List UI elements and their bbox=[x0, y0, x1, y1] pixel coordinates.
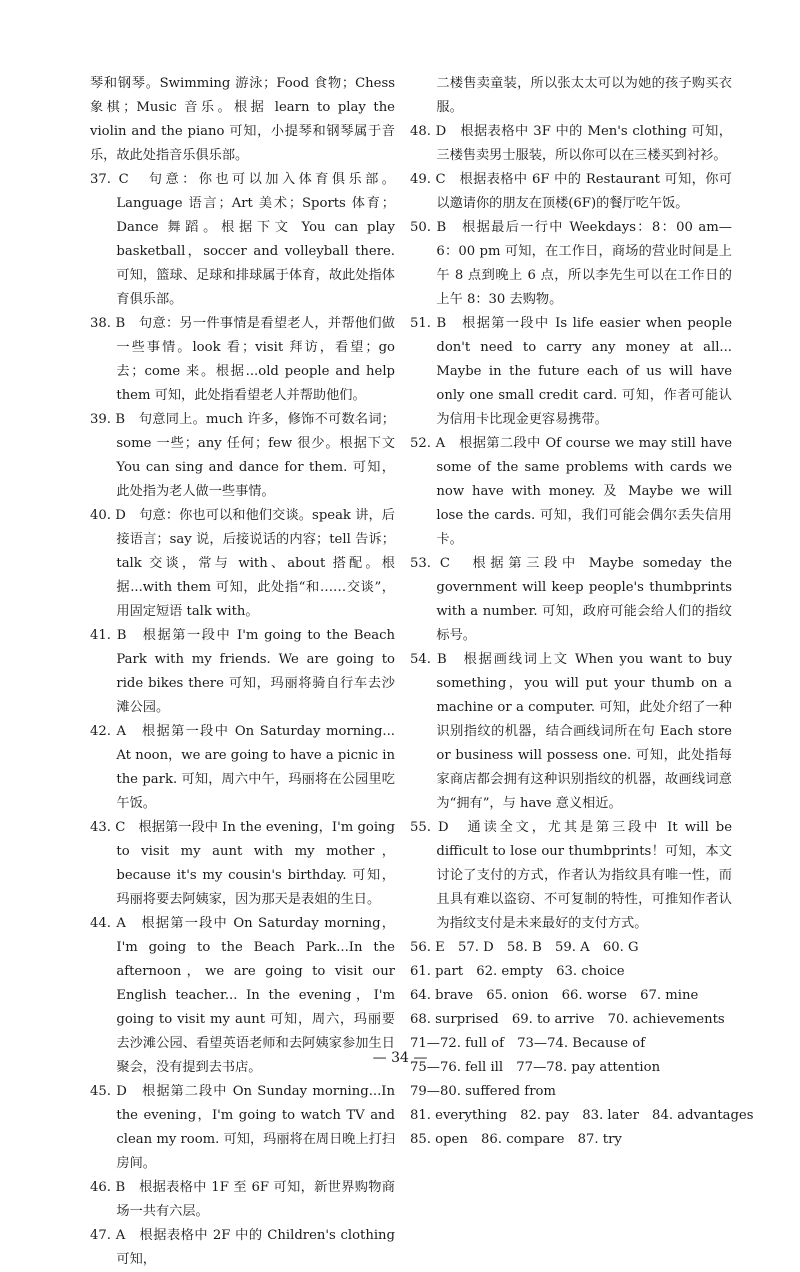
answer-item-46: 46. B 根据表格中 1F 至 6F 可知，新世界购物商场一共有六层。 bbox=[90, 1180, 395, 1219]
answer-item-47: 47. A 根据表格中 2F 中的 Children's clothing 可知， bbox=[90, 1228, 395, 1267]
answer-item-50: 50. B 根据最后一行中 Weekdays：8：00 am—6：00 pm 可知，在工作日，商场的营业时间是上午 8 点到晚上 6 点，所以李先生可以在工作日的上午 8：30 去购物。 bbox=[410, 220, 732, 307]
left-continuation-text: 琴和钢琴。Swimming 游泳；Food 食物；Chess 象棋；Music 音乐。根据 learn to play the violin and the piano 可知，小提琴和钢琴属于音乐，故此处指音乐俱乐部。 bbox=[90, 76, 395, 163]
answer-item-40: 40. D 句意：你也可以和他们交谈。speak 讲，后接语言；say 说，后接说话的内容；tell 告诉；talk 交谈，常与 with、about 搭配。根据...with them 可知，此处指“和……交谈”，用固定短语 talk with。 bbox=[90, 508, 395, 619]
answer-row-68-70: 68. surprised 69. to arrive 70. achievements bbox=[410, 1012, 725, 1027]
answer-item-49: 49. C 根据表格中 6F 中的 Restaurant 可知，你可以邀请你的朋友在顶楼(6F)的餐厅吃午饭。 bbox=[410, 172, 732, 211]
answer-item-53: 53. C 根据第三段中 Maybe someday the government will keep people's thumbprints with a number. 可知，政府可能会给人们的指纹标号。 bbox=[410, 556, 732, 643]
answer-item-38: 38. B 句意：另一件事情是看望老人，并帮他们做一些事情。look 看；visit 拜访，看望；go 去；come 来。根据...old people and help them 可知，此处指看望老人并帮助他们。 bbox=[90, 316, 395, 403]
answer-item-44: 44. A 根据第一段中 On Saturday morning，I'm going to the Beach Park...In the afternoon，we are going to visit our English teacher... In the evening，I'm going to visit my aunt 可知，周六，玛丽要去沙滩公园、看望英语老师和去阿姨家参加生日聚会，没有提到去书店。 bbox=[90, 916, 395, 1075]
answer-item-48: 48. D 根据表格中 3F 中的 Men's clothing 可知，三楼售卖男士服装，所以你可以在三楼买到衬衫。 bbox=[410, 124, 732, 163]
answer-row-61-63: 61. part 62. empty 63. choice bbox=[410, 964, 625, 979]
answer-item-42: 42. A 根据第一段中 On Saturday morning... At noon，we are going to have a picnic in the park. 可知，周六中午，玛丽将在公园里吃午饭。 bbox=[90, 724, 395, 811]
answer-item-41: 41. B 根据第一段中 I'm going to the Beach Park with my friends. We are going to ride bikes there 可知，玛丽将骑自行车去沙滩公园。 bbox=[90, 628, 395, 715]
right-continuation-text: 二楼售卖童装，所以张太太可以为她的孩子购买衣服。 bbox=[436, 76, 732, 115]
answer-item-43: 43. C 根据第一段中 In the evening，I'm going to visit my aunt with my mother，because it's my cousin's birthday. 可知，玛丽将要去阿姨家，因为那天是表姐的生日。 bbox=[90, 820, 395, 907]
answer-item-52: 52. A 根据第二段中 Of course we may still have some of the same problems with cards we now have with money. 及 Maybe we will lose the cards. 可知，我们可能会偶尔丢失信用卡。 bbox=[410, 436, 732, 547]
page-number: — 34 — bbox=[372, 1050, 428, 1066]
right-column bbox=[410, 72, 754, 1152]
answer-item-37: 37. C 句意：你也可以加入体育俱乐部。Language 语言；Art 美术；Sports 体育；Dance 舞蹈。根据下文 You can play basketball，soccer and volleyball there. 可知，篮球、足球和排球属于体育，故此处指体育俱乐部。 bbox=[90, 172, 395, 307]
answer-row-79-80: 79—80. suffered from bbox=[410, 1084, 556, 1099]
answer-row-56-60: 56. E 57. D 58. B 59. A 60. G bbox=[410, 940, 639, 955]
answer-item-55: 55. D 通读全文，尤其是第三段中 It will be difficult to lose our thumbprints！可知，本文讨论了支付的方式，作者认为指纹具有唯一性，而且具有难以盗窃、不可复制的特性，可推知作者认为指纹支付是未来最好的支付方式。 bbox=[410, 820, 732, 931]
answer-row-71-74: 71—72. full of 73—74. Because of bbox=[410, 1036, 646, 1051]
answer-row-85-87: 85. open 86. compare 87. try bbox=[410, 1132, 622, 1147]
answer-item-45: 45. D 根据第二段中 On Sunday morning...In the evening，I'm going to watch TV and clean my room. 可知，玛丽将在周日晚上打扫房间。 bbox=[90, 1084, 396, 1171]
answer-item-51: 51. B 根据第一段中 Is life easier when people don't need to carry any money at all... Maybe in the future each of us will have only one small credit card. 可知，作者可能认为信用卡比现金更容易携带。 bbox=[410, 316, 732, 427]
left-column bbox=[90, 72, 395, 1272]
answer-item-39: 39. B 句意同上。much 许多，修饰不可数名词；some 一些；any 任何；few 很少。根据下文 You can sing and dance for them. 可知，此处指为老人做一些事情。 bbox=[90, 412, 395, 499]
answer-item-54: 54. B 根据画线词上文 When you want to buy something，you will put your thumb on a machine or a computer. 可知，此处介绍了一种识别指纹的机器，结合画线词所在句 Each store or business will possess one. 可知，此处指每家商店都会拥有这种识别指纹的机器，故画线词意为“拥有”，与 have 意义相近。 bbox=[410, 652, 732, 811]
answer-row-64-67: 64. brave 65. onion 66. worse 67. mine bbox=[410, 988, 699, 1003]
answer-row-81-84: 81. everything 82. pay 83. later 84. advantages bbox=[410, 1108, 754, 1123]
answer-row-75-78: 75—76. fell ill 77—78. pay attention bbox=[410, 1060, 661, 1075]
